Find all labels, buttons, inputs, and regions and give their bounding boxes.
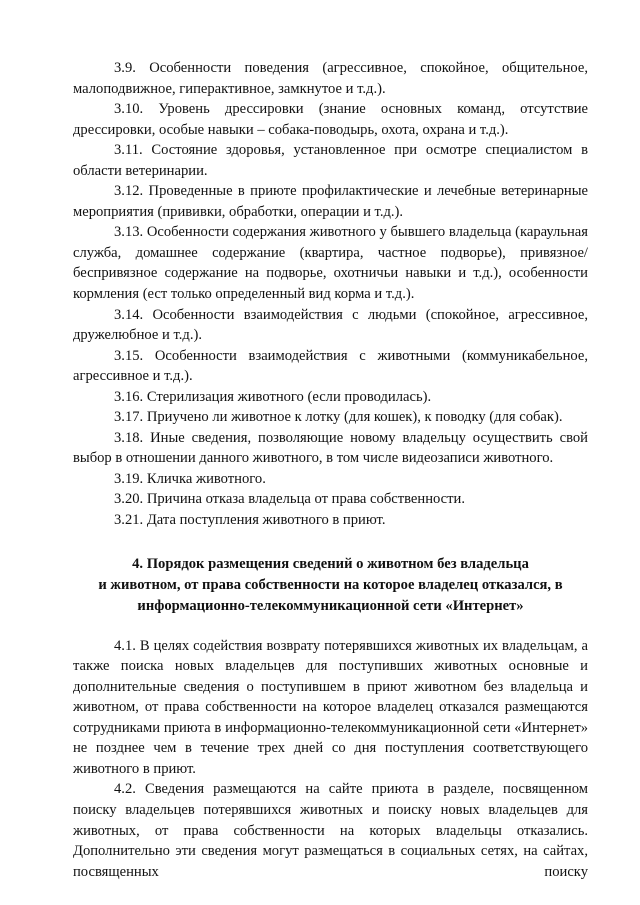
item-3-17: 3.17. Приучено ли животное к лотку (для кошек), к поводку (для собак). [114, 409, 563, 426]
item-3-15: 3.15. Особенности взаимодействия с животными (коммуникабельное, агрессивное и т.д.). [73, 347, 588, 385]
item-3-9: 3.9. Особенности поведения (агрессивное, спокойное, общительное, малоподвижное, гиперактивное, замкнутое и т.д.). [73, 60, 588, 97]
paragraph-4-2: 4.2. Сведения размещаются на сайте приюта в разделе, посвященном поиску владельцев потерявшихся животных и поиску новых владельцев для животных, от права собственности на которых владельцы отказались. Дополнительно эти сведения могут размещаться в социальных сетях, на сайтах, посвященных поиску [73, 781, 588, 880]
item-3-20: 3.20. Причина отказа владельца от права собственности. [114, 491, 465, 508]
item-3-19: 3.19. Кличка животного. [114, 470, 266, 487]
section-4-heading-line-3: информационно-телекоммуникационной сети «Интернет» [137, 597, 524, 614]
section-4-body [73, 636, 588, 883]
item-3-13: 3.13. Особенности содержания животного у бывшего владельца (караульная служба, домашнее содержание (квартира, частное подворье), привязное/беспривязное содержание на подворье, охотничьи навыки и т.д.), особенности кормления (ест только определенный вид корма и т.д.). [73, 224, 588, 303]
section-4-heading-line-1: 4. Порядок размещения сведений о животном без владельца [132, 555, 529, 572]
paragraph-4-1: 4.1. В целях содействия возврату потерявшихся животных их владельцам, а также поиска новых владельцев для поступивших животных основные и дополнительные сведения о поступившем в приют животном без владельца и животном, от права собственности на которое владелец отказался размещаются сотрудниками приюта в информационно-телекоммуникационной сети «Интернет» не позднее чем в течение трех дней со дня поступления соответствующего животного в приют. [73, 637, 588, 777]
item-3-10: 3.10. Уровень дрессировки (знание основных команд, отсутствие дрессировки, особые навыки – собака-поводырь, охота, охрана и т.д.). [73, 101, 588, 138]
section-4-heading [73, 554, 588, 617]
section-4-heading-line-2: и животном, от права собственности на которое владелец отказался, в [98, 576, 563, 593]
item-3-21: 3.21. Дата поступления животного в приют. [114, 512, 386, 529]
item-3-11: 3.11. Состояние здоровья, установленное при осмотре специалистом в области ветеринарии. [73, 142, 588, 179]
section-3-items [73, 58, 588, 531]
item-3-14: 3.14. Особенности взаимодействия с людьми (спокойное, агрессивное, дружелюбное и т.д.). [73, 306, 588, 344]
item-3-16: 3.16. Стерилизация животного (если проводилась). [114, 388, 432, 405]
item-3-12: 3.12. Проведенные в приюте профилактические и лечебные ветеринарные мероприятия (прививки, обработки, операции и т.д.). [73, 183, 588, 220]
item-3-18: 3.18. Иные сведения, позволяющие новому владельцу осуществить свой выбор в отношении данного животного, в том числе видеозаписи животного. [73, 429, 588, 467]
